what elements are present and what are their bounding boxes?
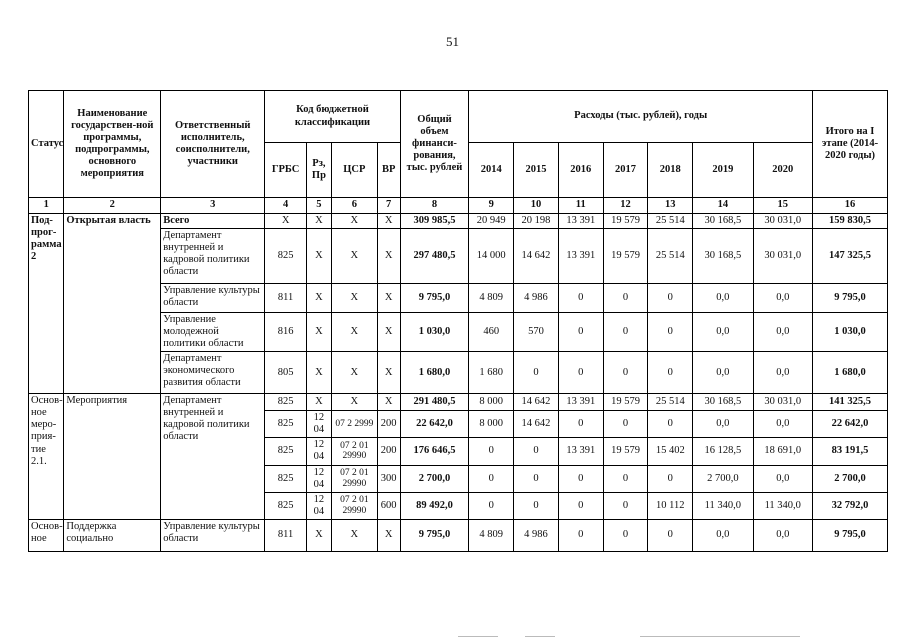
csr-cell: Х — [331, 394, 377, 411]
column-number: 15 — [753, 198, 812, 214]
year-value-cell: 14 642 — [514, 411, 559, 438]
rz-pr-cell: Х — [306, 214, 331, 229]
total-cell: 1 030,0 — [400, 313, 469, 352]
column-numbers-row — [29, 198, 888, 214]
csr-cell: Х — [331, 352, 377, 394]
csr-cell: 07 2 01 29990 — [331, 492, 377, 519]
year-value-cell: 13 391 — [558, 438, 603, 465]
year-value-cell: 0 — [648, 519, 693, 551]
stage-total-cell: 1 680,0 — [812, 352, 887, 394]
program-name-cell: Открытая власть — [64, 214, 161, 394]
year-value-cell: 0 — [648, 352, 693, 394]
rz-pr-cell: Х — [306, 284, 331, 313]
grbs-cell: 825 — [265, 229, 307, 284]
table-row — [29, 519, 888, 551]
header-total: Общий объем финанси-рования, тыс. рублей — [400, 91, 469, 198]
total-cell: 89 492,0 — [400, 492, 469, 519]
year-value-cell: 0,0 — [693, 313, 753, 352]
year-value-cell: 30 168,5 — [693, 229, 753, 284]
year-value-cell: 0,0 — [753, 465, 812, 492]
year-value-cell: 19 579 — [603, 438, 648, 465]
year-value-cell: 0 — [558, 352, 603, 394]
grbs-cell: 825 — [265, 411, 307, 438]
year-value-cell: 14 000 — [469, 229, 514, 284]
program-name-cell: Мероприятия — [64, 394, 161, 520]
year-value-cell: 30 031,0 — [753, 214, 812, 229]
status-cell: Основ-ное — [29, 519, 64, 551]
year-value-cell: 4 986 — [514, 519, 559, 551]
year-value-cell: 4 809 — [469, 284, 514, 313]
stage-total-cell: 1 030,0 — [812, 313, 887, 352]
year-value-cell: 0 — [603, 465, 648, 492]
year-value-cell: 0 — [558, 284, 603, 313]
rz-pr-cell: 12 04 — [306, 492, 331, 519]
vr-cell: Х — [377, 352, 400, 394]
column-number: 8 — [400, 198, 469, 214]
year-value-cell: 19 579 — [603, 214, 648, 229]
year-value-cell: 11 340,0 — [753, 492, 812, 519]
year-value-cell: 10 112 — [648, 492, 693, 519]
responsible-cell: Департамент экономического развития области — [161, 352, 265, 394]
grbs-cell: 811 — [265, 284, 307, 313]
header-year: 2015 — [514, 143, 559, 198]
year-value-cell: 4 986 — [514, 284, 559, 313]
table-row — [29, 394, 888, 411]
year-value-cell: 20 949 — [469, 214, 514, 229]
header-budget-code: Код бюджетной классификации — [265, 91, 400, 143]
status-cell: Основ-ное меро-прия-тие 2.1. — [29, 394, 64, 520]
column-number: 11 — [558, 198, 603, 214]
stage-total-cell: 9 795,0 — [812, 519, 887, 551]
year-value-cell: 0 — [469, 465, 514, 492]
year-value-cell: 25 514 — [648, 229, 693, 284]
year-value-cell: 30 031,0 — [753, 229, 812, 284]
csr-cell: 07 2 01 29990 — [331, 465, 377, 492]
header-year: 2014 — [469, 143, 514, 198]
program-name-cell: Поддержка социально — [64, 519, 161, 551]
year-value-cell: 0,0 — [693, 352, 753, 394]
grbs-cell: Х — [265, 214, 307, 229]
year-value-cell: 16 128,5 — [693, 438, 753, 465]
header-year: 2018 — [648, 143, 693, 198]
year-value-cell: 0 — [603, 411, 648, 438]
total-cell: 309 985,5 — [400, 214, 469, 229]
year-value-cell: 2 700,0 — [693, 465, 753, 492]
year-value-cell: 25 514 — [648, 214, 693, 229]
year-value-cell: 0 — [514, 352, 559, 394]
total-cell: 22 642,0 — [400, 411, 469, 438]
column-number: 2 — [64, 198, 161, 214]
year-value-cell: 0,0 — [753, 313, 812, 352]
year-value-cell: 0 — [603, 284, 648, 313]
grbs-cell: 825 — [265, 394, 307, 411]
year-value-cell: 0 — [648, 313, 693, 352]
responsible-cell: Всего — [161, 214, 265, 229]
grbs-cell: 805 — [265, 352, 307, 394]
year-value-cell: 8 000 — [469, 394, 514, 411]
year-value-cell: 0 — [469, 492, 514, 519]
column-number: 5 — [306, 198, 331, 214]
responsible-cell: Департамент внутренней и кадровой политики области — [161, 229, 265, 284]
header-year: 2019 — [693, 143, 753, 198]
rz-pr-cell: Х — [306, 313, 331, 352]
header-expenses: Расходы (тыс. рублей), годы — [469, 91, 813, 143]
column-number: 3 — [161, 198, 265, 214]
year-value-cell: 30 168,5 — [693, 394, 753, 411]
csr-cell: Х — [331, 229, 377, 284]
year-value-cell: 15 402 — [648, 438, 693, 465]
vr-cell: 200 — [377, 411, 400, 438]
vr-cell: 200 — [377, 438, 400, 465]
header-responsible: Ответственный исполнитель, соисполнители, участники — [161, 91, 265, 198]
header-stage-total: Итого на I этапе (2014-2020 годы) — [812, 91, 887, 198]
responsible-cell: Управление культуры области — [161, 284, 265, 313]
year-value-cell: 20 198 — [514, 214, 559, 229]
year-value-cell: 0 — [603, 313, 648, 352]
year-value-cell: 14 642 — [514, 229, 559, 284]
scan-artifact-line — [525, 636, 555, 637]
csr-cell: Х — [331, 284, 377, 313]
budget-table — [28, 90, 888, 552]
vr-cell: 300 — [377, 465, 400, 492]
rz-pr-cell: Х — [306, 519, 331, 551]
year-value-cell: 0 — [514, 438, 559, 465]
stage-total-cell: 22 642,0 — [812, 411, 887, 438]
column-number: 10 — [514, 198, 559, 214]
header-status: Статус — [29, 91, 64, 198]
responsible-cell: Департамент внутренней и кадровой политики области — [161, 394, 265, 520]
year-value-cell: 0 — [603, 492, 648, 519]
csr-cell: 07 2 01 29990 — [331, 438, 377, 465]
year-value-cell: 0,0 — [753, 519, 812, 551]
stage-total-cell: 2 700,0 — [812, 465, 887, 492]
rz-pr-cell: Х — [306, 352, 331, 394]
column-number: 13 — [648, 198, 693, 214]
year-value-cell: 0 — [558, 519, 603, 551]
year-value-cell: 11 340,0 — [693, 492, 753, 519]
rz-pr-cell: 12 04 — [306, 465, 331, 492]
header-rz-pr: Рз, Пр — [306, 143, 331, 198]
rz-pr-cell: 12 04 — [306, 438, 331, 465]
page-number: 51 — [446, 34, 459, 49]
year-value-cell: 19 579 — [603, 394, 648, 411]
header-vr: ВР — [377, 143, 400, 198]
year-value-cell: 0,0 — [693, 411, 753, 438]
total-cell: 2 700,0 — [400, 465, 469, 492]
year-value-cell: 14 642 — [514, 394, 559, 411]
csr-cell: Х — [331, 313, 377, 352]
column-number: 7 — [377, 198, 400, 214]
year-value-cell: 1 680 — [469, 352, 514, 394]
year-value-cell: 0 — [558, 313, 603, 352]
stage-total-cell: 159 830,5 — [812, 214, 887, 229]
total-cell: 176 646,5 — [400, 438, 469, 465]
year-value-cell: 13 391 — [558, 214, 603, 229]
year-value-cell: 13 391 — [558, 229, 603, 284]
vr-cell: Х — [377, 214, 400, 229]
table-body — [29, 198, 888, 552]
header-csr: ЦСР — [331, 143, 377, 198]
year-value-cell: 570 — [514, 313, 559, 352]
header-year: 2020 — [753, 143, 812, 198]
year-value-cell: 13 391 — [558, 394, 603, 411]
year-value-cell: 0,0 — [753, 284, 812, 313]
header-name: Наименование государствен-ной программы, подпрограммы, основного мероприятия — [64, 91, 161, 198]
year-value-cell: 0 — [558, 411, 603, 438]
year-value-cell: 0 — [558, 465, 603, 492]
responsible-cell: Управление молодежной политики области — [161, 313, 265, 352]
total-cell: 9 795,0 — [400, 519, 469, 551]
grbs-cell: 811 — [265, 519, 307, 551]
column-number: 14 — [693, 198, 753, 214]
total-cell: 297 480,5 — [400, 229, 469, 284]
year-value-cell: 0 — [648, 284, 693, 313]
year-value-cell: 4 809 — [469, 519, 514, 551]
year-value-cell: 460 — [469, 313, 514, 352]
column-number: 16 — [812, 198, 887, 214]
rz-pr-cell: Х — [306, 229, 331, 284]
stage-total-cell: 141 325,5 — [812, 394, 887, 411]
status-cell: Под-прог-рамма 2 — [29, 214, 64, 394]
year-value-cell: 0 — [603, 519, 648, 551]
header-grbs: ГРБС — [265, 143, 307, 198]
year-value-cell: 8 000 — [469, 411, 514, 438]
header-year: 2017 — [603, 143, 648, 198]
year-value-cell: 0 — [514, 492, 559, 519]
scan-artifact-line — [458, 636, 498, 637]
column-number: 6 — [331, 198, 377, 214]
csr-cell: Х — [331, 214, 377, 229]
vr-cell: Х — [377, 313, 400, 352]
grbs-cell: 816 — [265, 313, 307, 352]
total-cell: 9 795,0 — [400, 284, 469, 313]
vr-cell: Х — [377, 229, 400, 284]
vr-cell: Х — [377, 284, 400, 313]
year-value-cell: 30 031,0 — [753, 394, 812, 411]
year-value-cell: 0 — [648, 465, 693, 492]
stage-total-cell: 9 795,0 — [812, 284, 887, 313]
grbs-cell: 825 — [265, 492, 307, 519]
year-value-cell: 0,0 — [753, 411, 812, 438]
csr-cell: 07 2 2999 — [331, 411, 377, 438]
year-value-cell: 0 — [558, 492, 603, 519]
column-number: 4 — [265, 198, 307, 214]
vr-cell: Х — [377, 394, 400, 411]
vr-cell: Х — [377, 519, 400, 551]
year-value-cell: 0,0 — [693, 284, 753, 313]
responsible-cell: Управление культуры области — [161, 519, 265, 551]
grbs-cell: 825 — [265, 465, 307, 492]
table-row — [29, 214, 888, 229]
year-value-cell: 19 579 — [603, 229, 648, 284]
year-value-cell: 0 — [648, 411, 693, 438]
year-value-cell: 0 — [603, 352, 648, 394]
column-number: 12 — [603, 198, 648, 214]
year-value-cell: 0,0 — [693, 519, 753, 551]
year-value-cell: 25 514 — [648, 394, 693, 411]
column-number: 9 — [469, 198, 514, 214]
stage-total-cell: 32 792,0 — [812, 492, 887, 519]
scan-artifact-line — [640, 636, 800, 637]
total-cell: 1 680,0 — [400, 352, 469, 394]
stage-total-cell: 83 191,5 — [812, 438, 887, 465]
stage-total-cell: 147 325,5 — [812, 229, 887, 284]
header-year: 2016 — [558, 143, 603, 198]
column-number: 1 — [29, 198, 64, 214]
vr-cell: 600 — [377, 492, 400, 519]
rz-pr-cell: 12 04 — [306, 411, 331, 438]
year-value-cell: 0 — [514, 465, 559, 492]
grbs-cell: 825 — [265, 438, 307, 465]
csr-cell: Х — [331, 519, 377, 551]
total-cell: 291 480,5 — [400, 394, 469, 411]
rz-pr-cell: Х — [306, 394, 331, 411]
year-value-cell: 18 691,0 — [753, 438, 812, 465]
year-value-cell: 0 — [469, 438, 514, 465]
year-value-cell: 30 168,5 — [693, 214, 753, 229]
year-value-cell: 0,0 — [753, 352, 812, 394]
